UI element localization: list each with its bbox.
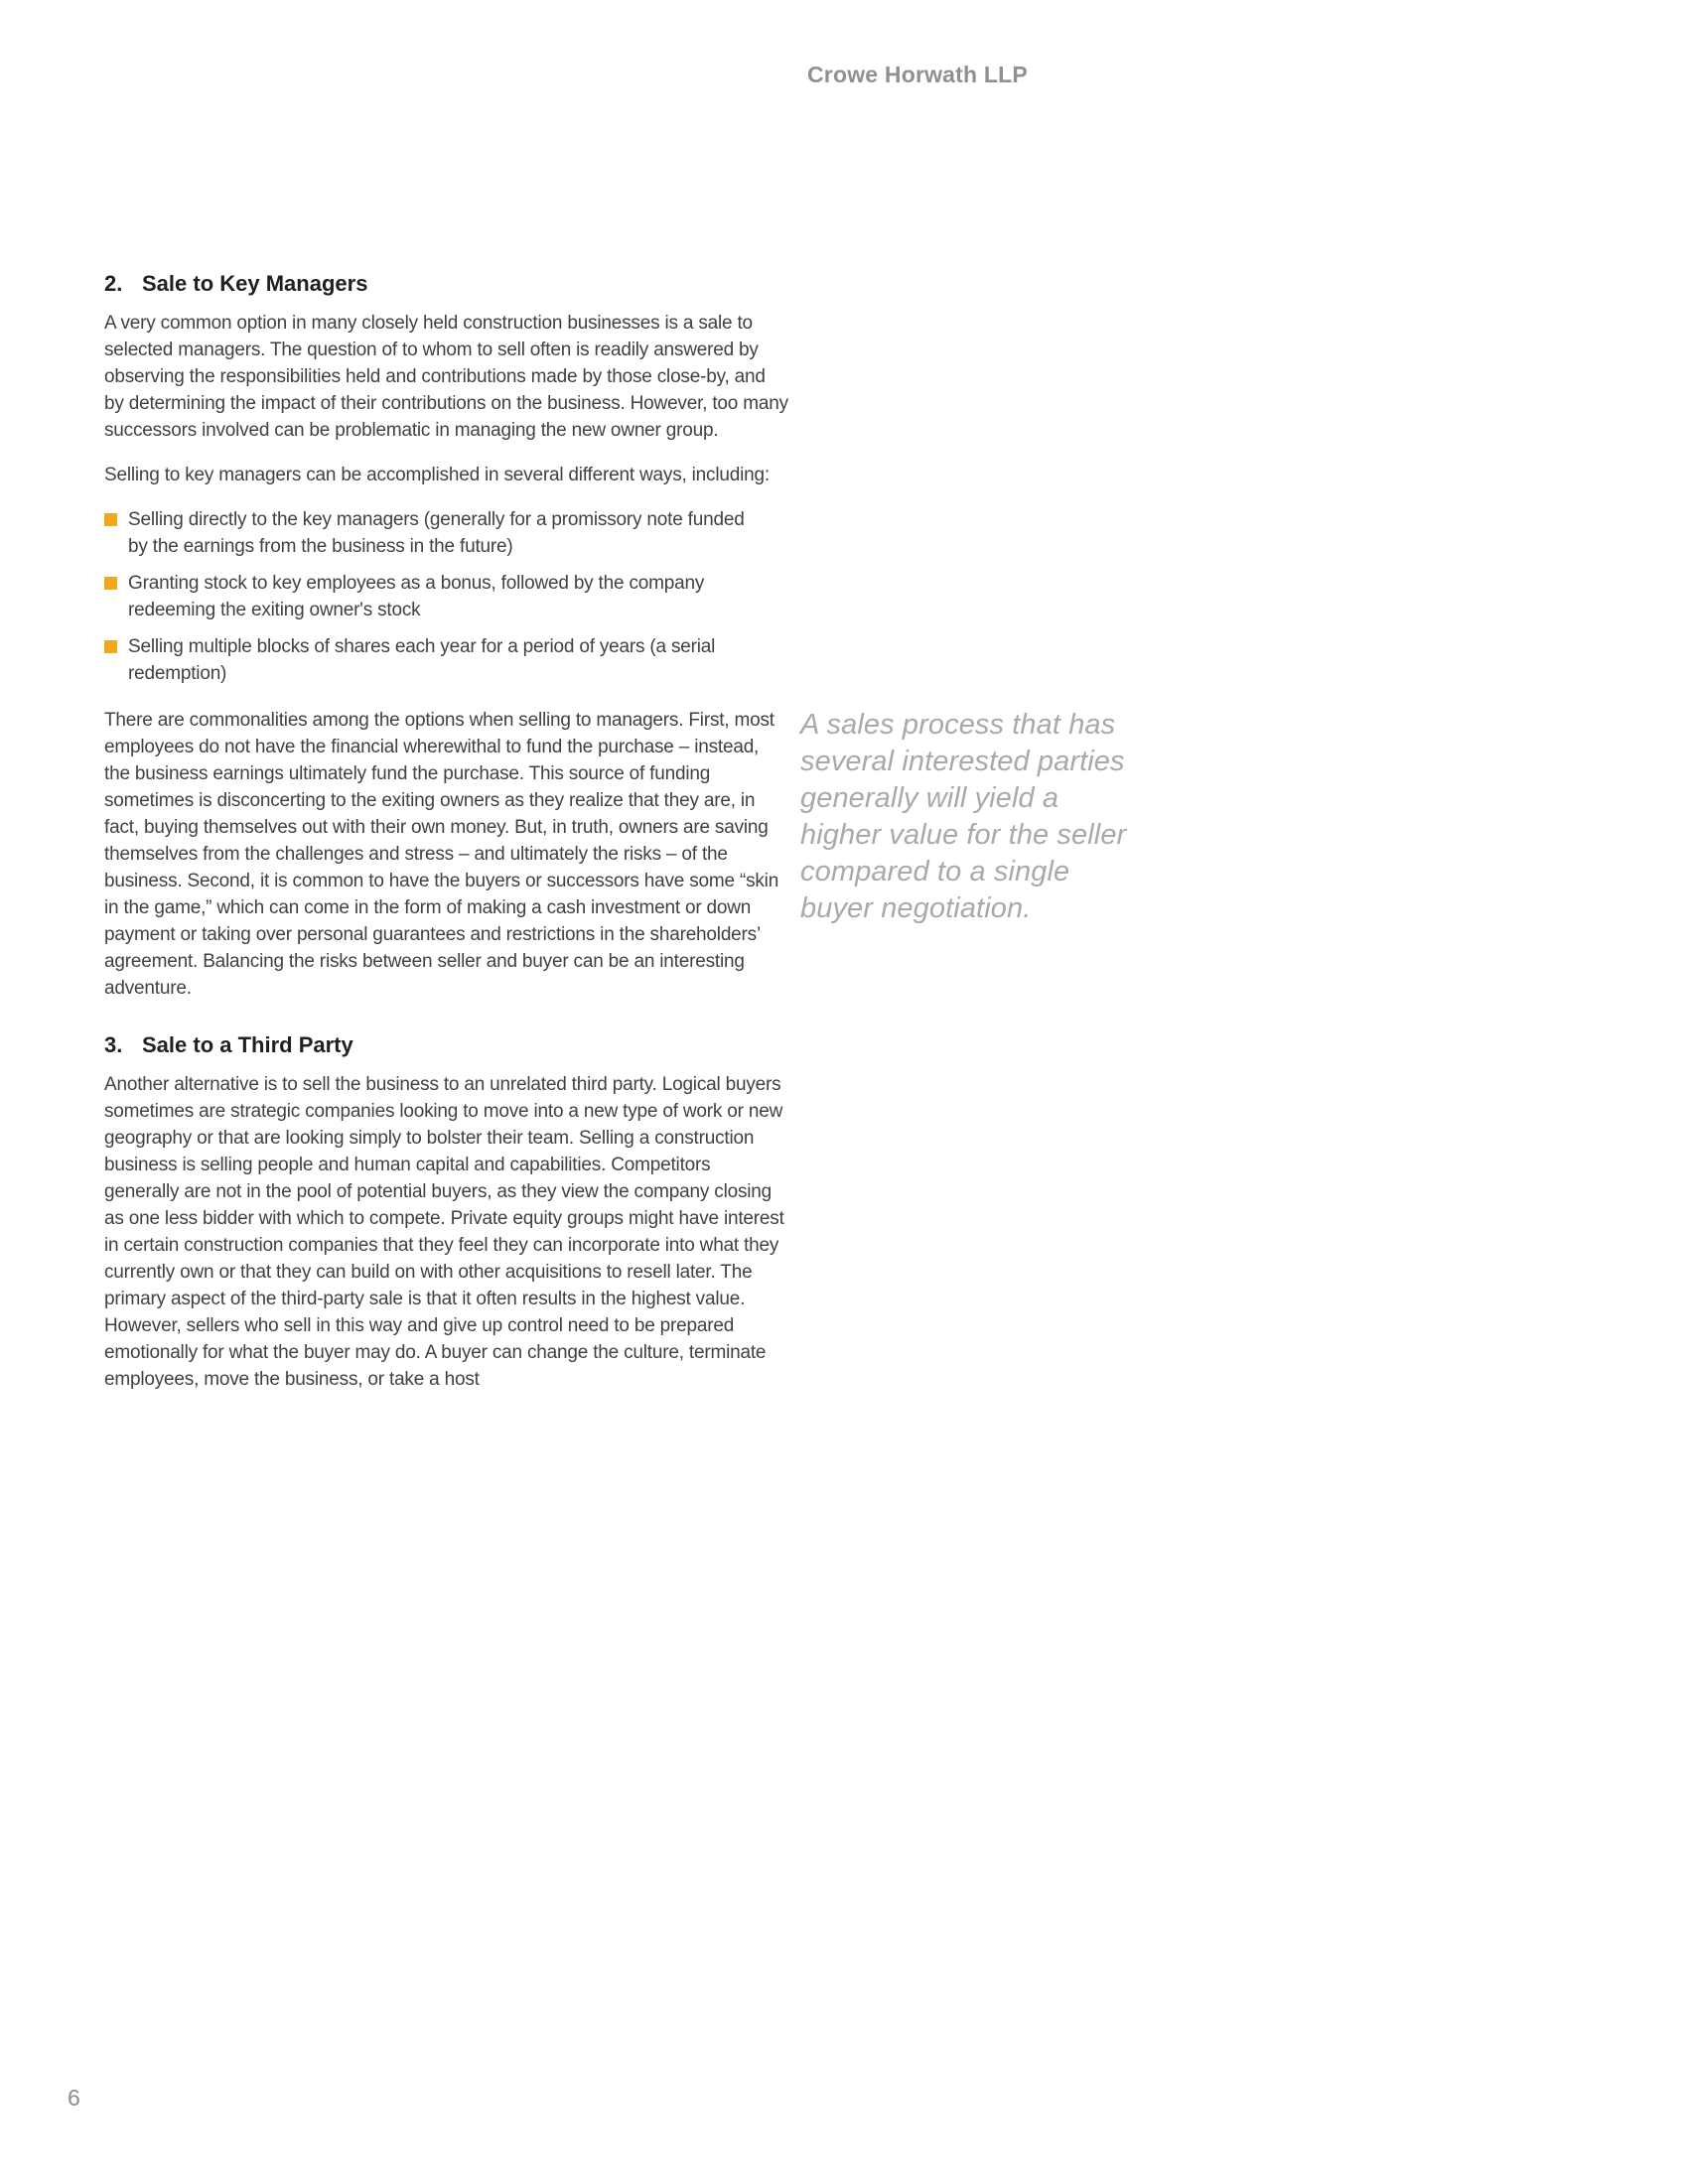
bullet-square-icon [104,577,117,590]
list-item [104,570,789,623]
bullet-text: Selling directly to the key managers (generally for a promissory note funded by the earnings from the business in the future) [128,509,745,557]
section-2-body-paragraph: There are commonalities among the options when selling to managers. First, most employees do not have the financial wherewithal to fund the purchase – instead, the business earnings ultimately fund the purchase. This source of funding sometimes is disconcerting to the exiting owners as they realize that they are, in fact, buying themselves out with their own money. But, in truth, owners are saving themselves from the challenges and stress – and ultimately the risks – of the business. Second, it is common to have the buyers or successors have some “skin in the game,” which can come in the form of making a cash investment or down payment or taking over personal guarantees and restrictions in the shareholders’ agreement. Balancing the risks between seller and buyer can be an interesting adventure. [104,710,779,999]
section-2-heading [104,270,789,297]
section-2-title: Sale to Key Managers [142,271,368,296]
bullet-list [104,506,789,687]
brand-header: Crowe Horwath LLP [807,62,1028,87]
bullet-text: Granting stock to key employees as a bonus, followed by the company redeeming the exiting owner's stock [128,573,705,620]
section-3-intro-paragraph: Another alternative is to sell the business to an unrelated third party. Logical buyers sometimes are strategic companies looking to move into a new type of work or new geography or that are looking simply to bolster their team. Selling a construction business is selling people and human capital and capabilities. Competitors generally are not in the pool of potential buyers, as they view the company closing as one less bidder with which to compete. Private equity groups might have interest in certain construction companies that they feel they can incorporate into what they currently own or that they can build on with other acquisitions to resell later. The primary aspect of the third-party sale is that it often results in the highest value. However, sellers who sell in this way and give up control need to be prepared emotionally for what the buyer may do. A buyer can change the culture, terminate employees, move the business, or take a host [104,1074,784,1390]
main-text-column [104,270,789,1411]
list-item [104,633,789,687]
section-2-number: 2. [104,271,123,296]
section-3-number: 3. [104,1032,123,1057]
page-number: 6 [68,2085,80,2111]
section-2-leadin-paragraph: Selling to key managers can be accomplished in several different ways, including: [104,465,770,485]
bullet-square-icon [104,640,117,653]
section-3-title: Sale to a Third Party [142,1032,353,1057]
bullet-square-icon [104,513,117,526]
bullet-text: Selling multiple blocks of shares each year for a period of years (a serial redemption) [128,636,716,684]
section-3-heading [104,1031,789,1058]
list-item [104,506,789,560]
section-2-intro-paragraph: A very common option in many closely held construction businesses is a sale to selected managers. The question of to whom to sell often is readily answered by observing the responsibilities held and contributions made by those close-by, and by determining the impact of their contributions on the business. However, too many successors involved can be problematic in managing the new owner group. [104,313,788,441]
pull-quote: A sales process that has several interested parties generally will yield a higher value for the seller compared to a single buyer negotiation. [800,709,1127,924]
